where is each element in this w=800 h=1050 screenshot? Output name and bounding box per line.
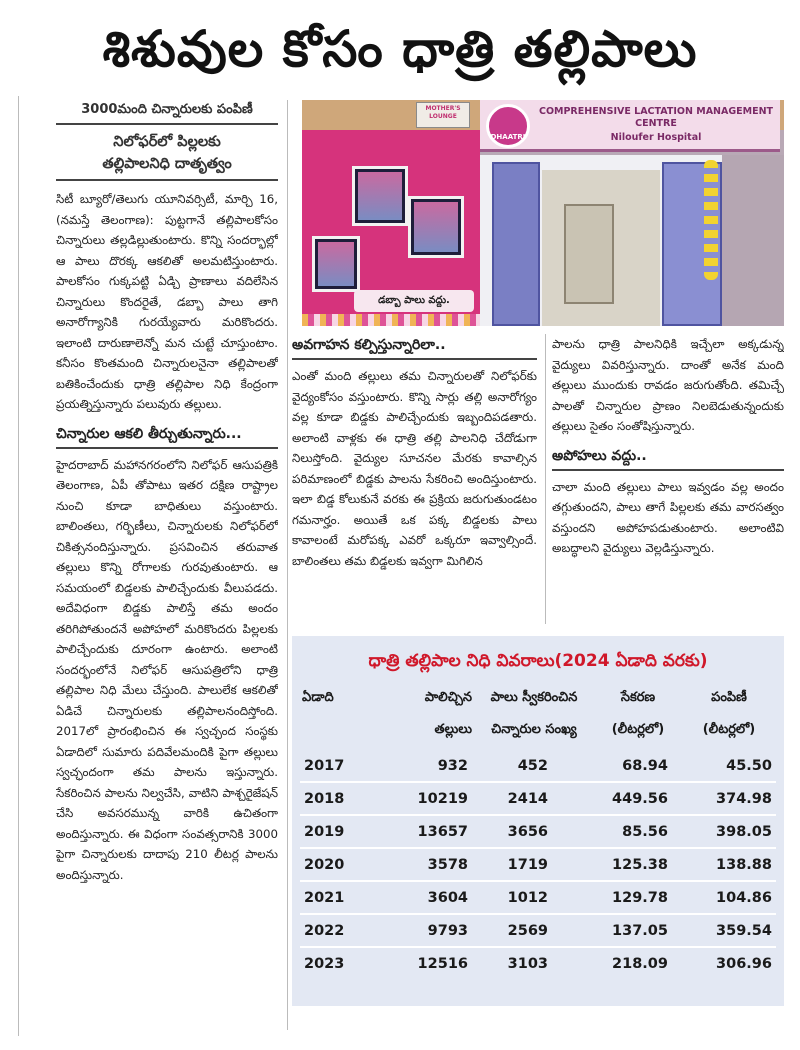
table-row: [292, 816, 784, 849]
right-column: [552, 334, 784, 624]
cell-distributed: 104.86: [716, 890, 772, 906]
header-year: ఏడాది: [302, 690, 334, 705]
cell-year: 2018: [304, 791, 345, 807]
cell-distributed: 138.88: [716, 857, 772, 873]
cell-children: 1719: [507, 857, 548, 873]
cell-distributed: 45.50: [726, 758, 772, 774]
dhaatri-logo-icon: DHAATRI: [486, 104, 530, 148]
cell-children: 452: [517, 758, 548, 774]
table-row: [292, 849, 784, 882]
cell-collected: 68.94: [622, 758, 668, 774]
cell-collected: 218.09: [612, 956, 668, 972]
table-row: [292, 948, 784, 981]
table-row: [292, 783, 784, 816]
cell-collected: 137.05: [612, 923, 668, 939]
cell-children: 3103: [507, 956, 548, 972]
cell-children: 3656: [507, 824, 548, 840]
header-mothers-2: తల్లులు: [434, 722, 472, 737]
cell-children: 1012: [507, 890, 548, 906]
lactation-centre-sign: [480, 100, 780, 152]
cell-mothers: 10219: [417, 791, 468, 807]
header-collected-1: సేకరణ: [620, 690, 656, 705]
cell-distributed: 374.98: [716, 791, 772, 807]
header-children-2: చిన్నారుల సంఖ్య: [491, 722, 577, 737]
cell-collected: 125.38: [612, 857, 668, 873]
column-rule-2: [545, 334, 546, 624]
section-heading-hunger: చిన్నారుల ఆకలి తీర్చుతున్నారు...: [56, 423, 278, 449]
left-column: [56, 100, 278, 1040]
table-row: [292, 915, 784, 948]
section-heading-awareness: అవగాహన కల్పిస్తున్నారిలా..: [292, 334, 537, 360]
cell-year: 2023: [304, 956, 345, 972]
kicker: 3000మంది చిన్నారులకు పంపిణీ: [56, 100, 278, 125]
awareness-paragraph: ఎంతో మంది తల్లులు తమ చిన్నారులతో నిలోఫర్‌కు వైద్యంకోసం వస్తుంటారు. కొన్ని సార్లు తల్లి అనారోగ్యం వల్ల కూడా బిడ్డకు పాలిచ్చేందుకు ఇబ్బందిపడతారు. అలాంటి వాళ్లకు ఈ ధాత్రి తల్లి పాలనిధి చేదోడుగా నిలుస్తోంది. వైద్యుల సూచనల మేరకు కావాల్సిన పరిమాణంలో బిడ్డకు పాలను సేకరించి అందిస్తుంటారు. ఇలా బిడ్డ కోలుకునే వరకు ఈ ప్రక్రియ జరుగుతుండటం గమనార్హం. అయితే ఒక పక్క బిడ్డలకు పాలు కావాలంటే మరోపక్క ఎవరో ఒక్కరూ ఇవ్వాల్సిందే. బాలింతలు తమ బిడ్డలకు ఇవ్వగా మిగిలిన: [292, 369, 537, 568]
cell-mothers: 12516: [417, 956, 468, 972]
doctors-paragraph: పాలను ధాత్రి పాలనిధికి ఇచ్చేలా అక్కడున్న వైద్యులు వివరిస్తున్నారు. దాంతో అనేక మంది తల్లులు ముందుకు రావడం జరుగుతోంది. తమిచ్చే పాలతో చిన్నారుల ప్రాణం నిలబెడుతున్నందుకు తల్లులు సైతం సంతోషిస్తున్నారు.: [552, 337, 784, 433]
door-left: [492, 162, 540, 326]
cell-year: 2019: [304, 824, 345, 840]
table-title: ధాత్రి తల్లిపాల నిధి వివరాలు(2024 ఏడాది వరకు): [368, 651, 708, 671]
cell-distributed: 359.54: [716, 923, 772, 939]
cell-distributed: 306.96: [716, 956, 772, 972]
hospital-paragraph: హైదరాబాద్ మహానగరంలోని నిలోఫర్ ఆసుపత్రికి తెలంగాణ, ఏపీ తోపాటు ఇతర దక్షిణ రాష్ట్రాల నుంచి కూడా బాధితులు వస్తుంటారు. బాలింతలు, గర్భిణీలు, చిన్నారులకు నిలోఫర్‌లో చికిత్సనందిస్తున్నారు. ప్రసవించిన తరువాత తల్లులు కొన్ని రోగాలకు గురవుతుంటారు. ఆ సమయంలో బిడ్డలకు పాలిచ్చేందుకు వీలుపడదు. అదేవిధంగా బిడ్డకు పాలిస్తే తమ అందం తరిగిపోతుందనే అపోహలో మరికొందరు పిల్లలకు పాలిచ్చేందుకు దూరంగా ఉంటారు. అలాంటి సందర్భంలోనే నిలోఫర్ ఆసుపత్రిలోని ధాత్రి తల్లిపాల నిధి మేలు చేస్తుంది. పాలులేక ఆకలితో ఏడిచే చిన్నారులకు తల్లిపాలనందిస్తోంది. 2017లో ప్రారంభించిన ఈ స్వచ్ఛంద సంస్థకు ఏడాదిలో సుమారు పదివేలమందికి పైగా తల్లులు స్వచ్ఛందంగా తమ పాలను ఇస్తున్నారు. సేకరించిన పాలను నిల్వచేసి, వాటిని పాశ్చరైజేషన్ చేసి అవసరమున్న వారికి ఉచితంగా అందిస్తున్నారు. ఈ విధంగా సంవత్సరానికి 3000 పైగా చిన్నారులకు దాదాపు 210 లీటర్ల పాలను అందిస్తున్నారు.: [56, 457, 278, 882]
headline: శిశువుల కోసం ధాత్రి తల్లిపాలు: [102, 20, 698, 78]
right-wall: [722, 155, 784, 326]
cell-mothers: 13657: [417, 824, 468, 840]
inner-door: [564, 204, 614, 304]
cell-collected: 449.56: [612, 791, 668, 807]
section-heading-myths: అపోహలు వద్దు..: [552, 445, 784, 471]
cell-collected: 85.56: [622, 824, 668, 840]
milk-bank-photo: [302, 100, 784, 326]
header-distributed-1: పంపిణీ: [711, 690, 747, 705]
header-children-1: పాలు స్వీకరించిన: [490, 690, 578, 705]
cell-year: 2020: [304, 857, 345, 873]
cell-mothers: 932: [437, 758, 468, 774]
cell-children: 2569: [507, 923, 548, 939]
header-mothers-1: పాలిచ్చిన: [424, 690, 472, 705]
milk-bank-table: [292, 636, 784, 1006]
middle-column: [292, 334, 537, 624]
intro-paragraph: సిటీ బ్యూరో/తెలుగు యూనివర్సిటీ, మార్చి 16, (నమస్తే తెలంగాణ): పుట్టగానే తల్లిపాలకోసం చిన్నారులు తల్లడిల్లుతుంటారు. కొన్ని సందర్భాల్లో ఆ పాలు దొరక్క ఆకలితో అలమటిస్తుంటారు. పాలకోసం గుక్కపట్టి ఏడ్చి ప్రాణాలు వదిలేసిన చిన్నారులు కొందరైతే, డబ్బా పాలు తాగి అనారోగ్యానికి గురయ్యేవారు మరికొందరు. ఇలాంటి దారుణాలెన్నో మన చుట్టే చూస్తుంటాం. కనీసం కొంతమంది చిన్నారులనైనా తల్లిపాలతో బతికించేందుకు ధాత్రి తల్లిపాల నిధి కేంద్రంగా ప్రయత్నిస్తున్నారు పలువురు తల్లులు.: [56, 192, 278, 411]
cell-year: 2021: [304, 890, 345, 906]
table-row: [292, 750, 784, 783]
sign-line-1: COMPREHENSIVE LACTATION MANAGEMENT CENTRE: [538, 106, 774, 129]
cell-collected: 129.78: [612, 890, 668, 906]
subhead-2: తల్లిపాలనిధి దాతృత్వం: [56, 153, 278, 181]
header-distributed-2: (లీటర్లలో): [702, 722, 756, 737]
cell-children: 2414: [507, 791, 548, 807]
mothers-lounge-sign: MOTHER'S LOUNGE: [416, 102, 470, 128]
cell-distributed: 398.05: [716, 824, 772, 840]
myths-paragraph: చాలా మంది తల్లులు పాలు ఇవ్వడం వల్ల అందం తగ్గుతుందని, పాలు తాగే పిల్లలకు తమ వారసత్వం వస్తుందని అపోహపడుతుంటారు. అలాంటివి అబద్ధాలని వైద్యులు వెల్లడిస్తున్నారు.: [552, 479, 784, 555]
header-collected-2: (లీటర్లలో): [611, 722, 665, 737]
table-row: [292, 882, 784, 915]
left-margin-rule: [18, 96, 19, 1036]
picture-frame-2: [408, 196, 464, 258]
cell-mothers: 3578: [427, 857, 468, 873]
cell-mothers: 3604: [427, 890, 468, 906]
mural-text: డబ్బా పాలు వద్దు.: [354, 290, 474, 312]
sign-line-2: Niloufer Hospital: [610, 132, 702, 143]
subhead-1: నిలోఫర్‌లో పిల్లలకు: [113, 134, 221, 150]
flower-decoration: [302, 314, 480, 326]
flower-garland: [704, 160, 718, 280]
picture-frame-1: [352, 166, 408, 226]
column-rule: [287, 100, 288, 1030]
cell-year: 2022: [304, 923, 345, 939]
picture-frame-3: [312, 236, 360, 292]
cell-year: 2017: [304, 758, 345, 774]
cell-mothers: 9793: [427, 923, 468, 939]
